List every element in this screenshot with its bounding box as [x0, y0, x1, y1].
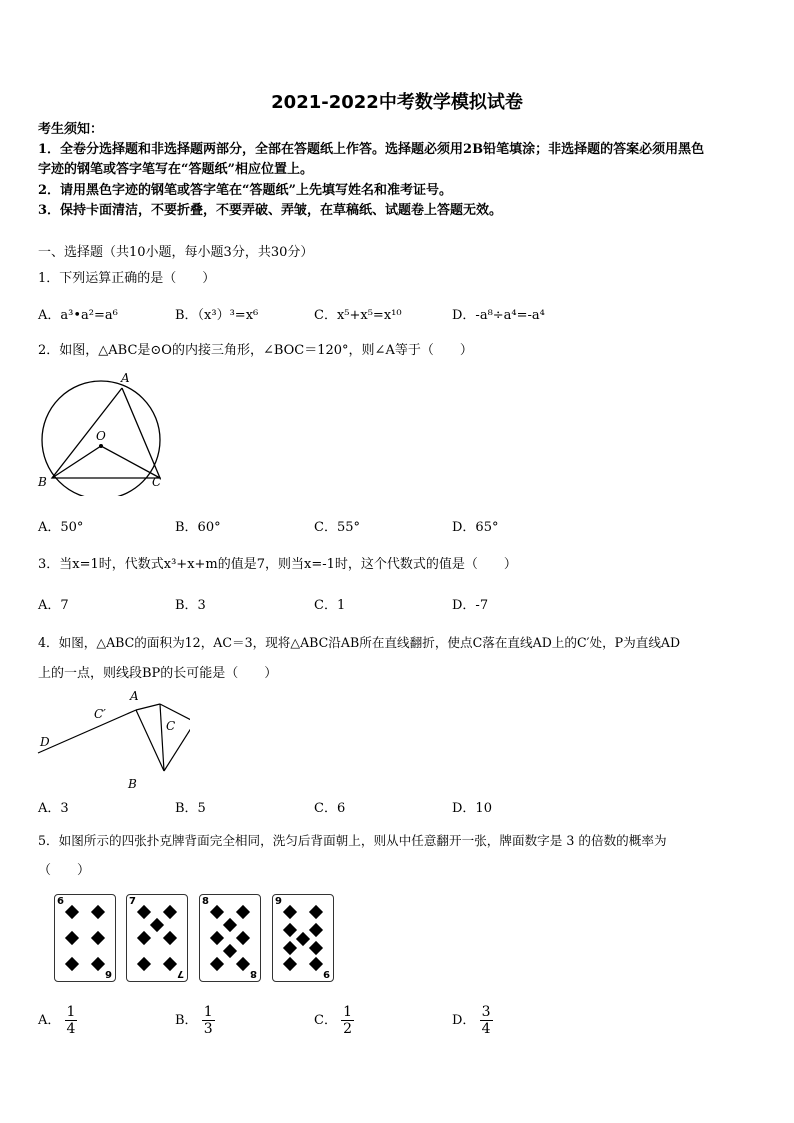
diamond-icon [236, 905, 250, 919]
card-rank-inverted: 8 [250, 968, 257, 979]
q2-option-b[interactable]: B．60° [175, 520, 221, 535]
diamond-icon [309, 905, 323, 919]
q1-option-c[interactable]: C．x⁵+x⁵=x¹⁰ [314, 308, 402, 323]
q4-option-c[interactable]: C．6 [314, 801, 346, 816]
diamond-icon [283, 941, 297, 955]
diamond-icon [210, 931, 224, 945]
q5-option-a[interactable] [38, 1004, 77, 1037]
denominator: 2 [343, 1021, 353, 1037]
option-label: C． [314, 1013, 337, 1028]
fraction [480, 1004, 493, 1037]
question-5-stem-1: 5．如图所示的四张扑克牌背面完全相同，洗匀后背面朝上，则从中任意翻开一张，牌面数字是 3 的倍数的概率为 [38, 833, 667, 848]
option-label: A． [38, 1013, 61, 1028]
notice-item-1-cont: 字迹的钢笔或答字笔写在“答题纸”相应位置上。 [38, 162, 313, 177]
q1-option-b[interactable]: B．（x³）³=x⁶ [175, 308, 259, 323]
playing-card-6 [54, 894, 116, 982]
diamond-icon [236, 957, 250, 971]
diamond-icon [236, 931, 250, 945]
label-c-prime: C′ [94, 707, 106, 721]
notice-item-2: 2．请用黑色字迹的钢笔或答字笔在“答题纸”上先填写姓名和准考证号。 [38, 183, 453, 198]
diamond-icon [91, 905, 105, 919]
fraction [65, 1004, 78, 1037]
q4-fold-diagram [30, 688, 190, 792]
q5-option-b[interactable] [175, 1004, 215, 1037]
diamond-icon [137, 931, 151, 945]
diamond-icon [150, 918, 164, 932]
diamond-icon [163, 931, 177, 945]
diamond-icon [309, 923, 323, 937]
question-1-stem: 1．下列运算正确的是（ ） [38, 271, 216, 286]
diamond-icon [223, 944, 237, 958]
q1-option-a[interactable]: A．a³•a²=a⁶ [38, 308, 118, 323]
label-o: O [96, 429, 106, 443]
fraction [341, 1004, 354, 1037]
label-d: D [40, 735, 50, 749]
diamond-icon [210, 957, 224, 971]
numerator: 1 [343, 1004, 353, 1020]
diamond-icon [163, 957, 177, 971]
label-b: B [128, 777, 137, 791]
question-4-stem-2: 上的一点，则线段BP的长可能是（ ） [38, 666, 278, 681]
numerator: 3 [481, 1004, 491, 1020]
q5-option-d[interactable] [452, 1004, 493, 1037]
playing-card-7 [126, 894, 188, 982]
diamond-icon [283, 905, 297, 919]
triangle-abc [52, 388, 160, 478]
question-4-stem-1: 4．如图，△ABC的面积为12，AC＝3，现将△ABC沿AB所在直线翻折，使点C落在直线AD上的C′处，P为直线AD [38, 635, 681, 650]
card-rank: 7 [129, 896, 136, 907]
question-3-stem: 3．当x=1时，代数式x³+x+m的值是7，则当x=-1时，这个代数式的值是（ ） [38, 557, 517, 572]
option-label: B． [175, 1013, 198, 1028]
label-c: C [152, 475, 162, 489]
question-5-stem-2: （ ） [38, 863, 91, 878]
card-rank: 6 [57, 896, 64, 907]
q4-option-a[interactable]: A．3 [38, 801, 69, 816]
q2-option-a[interactable]: A．50° [38, 520, 84, 535]
notice-item-1: 1．全卷分选择题和非选择题两部分，全部在答题纸上作答。选择题必须用2B铅笔填涂；非选择题的答案必须用黑色 [38, 142, 705, 157]
diamond-icon [91, 931, 105, 945]
diamond-icon [296, 932, 310, 946]
q2-option-d[interactable]: D．65° [452, 520, 499, 535]
denominator: 3 [203, 1021, 213, 1037]
playing-card-8 [199, 894, 261, 982]
diamond-icon [65, 957, 79, 971]
notice-heading: 考生须知： [38, 122, 104, 137]
card-rank: 8 [202, 896, 209, 907]
diamond-icon [65, 931, 79, 945]
diamond-icon [137, 905, 151, 919]
q4-option-d[interactable]: D．10 [452, 801, 492, 816]
section-heading: 一、选择题（共10小题，每小题3分，共30分） [38, 245, 314, 260]
diamond-icon [163, 905, 177, 919]
page-title: 2021-2022中考数学模拟试卷 [271, 92, 523, 113]
q2-circle-diagram [30, 368, 180, 496]
center-point [99, 444, 103, 448]
label-b: B [38, 475, 47, 489]
diamond-icon [309, 957, 323, 971]
q5-option-c[interactable] [314, 1004, 354, 1037]
label-a: A [130, 689, 139, 703]
label-a: A [121, 371, 130, 385]
angle-boc [52, 446, 160, 478]
card-rank-inverted: 9 [323, 968, 330, 979]
q3-option-a[interactable]: A．7 [38, 598, 69, 613]
denominator: 4 [66, 1021, 76, 1037]
question-2-stem: 2．如图，△ABC是⊙O的内接三角形，∠BOC＝120°，则∠A等于（ ） [38, 343, 473, 358]
diamond-icon [210, 905, 224, 919]
q2-option-c[interactable]: C．55° [314, 520, 360, 535]
denominator: 4 [481, 1021, 491, 1037]
diamond-icon [223, 918, 237, 932]
fraction [202, 1004, 215, 1037]
diamond-icon [91, 957, 105, 971]
numerator: 1 [66, 1004, 76, 1020]
diamond-icon [283, 957, 297, 971]
label-c: C [166, 719, 176, 733]
card-rank-inverted: 7 [177, 968, 184, 979]
diamond-icon [65, 905, 79, 919]
diamond-icon [283, 923, 297, 937]
q3-option-d[interactable]: D．-7 [452, 598, 489, 613]
playing-card-9 [272, 894, 334, 982]
numerator: 1 [203, 1004, 213, 1020]
q1-option-d[interactable]: D．-a⁸÷a⁴=-a⁴ [452, 308, 545, 323]
q4-option-b[interactable]: B．5 [175, 801, 206, 816]
q3-option-c[interactable]: C．1 [314, 598, 346, 613]
q3-option-b[interactable]: B．3 [175, 598, 206, 613]
diamond-icon [137, 957, 151, 971]
diamond-icon [309, 941, 323, 955]
option-label: D． [452, 1013, 476, 1028]
card-rank: 9 [275, 896, 282, 907]
card-rank-inverted: 6 [105, 968, 112, 979]
notice-item-3: 3．保持卡面清洁，不要折叠，不要弄破、弄皱，在草稿纸、试题卷上答题无效。 [38, 203, 503, 218]
